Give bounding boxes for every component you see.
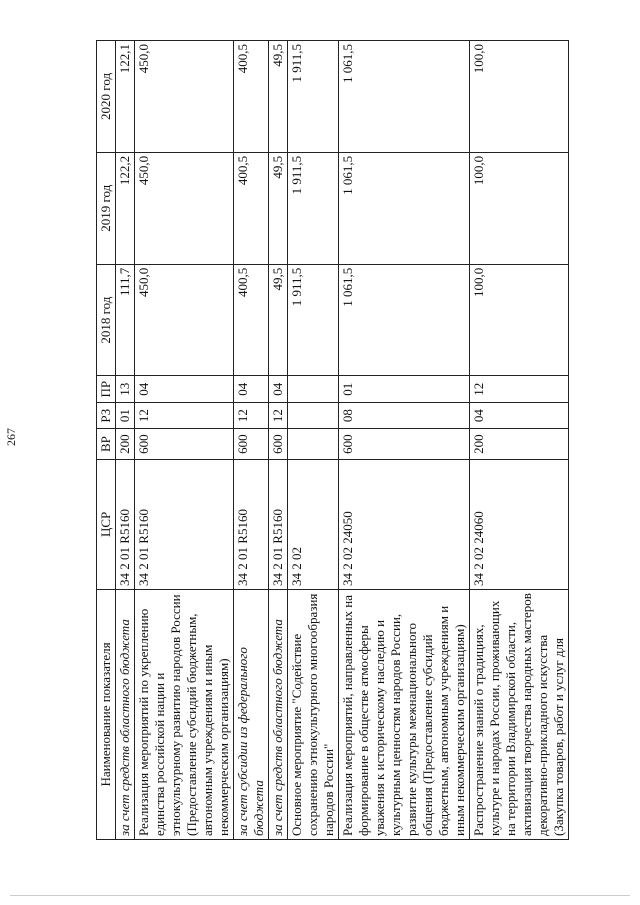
table-row: [135, 41, 234, 840]
row-2019: 49,5: [269, 152, 288, 264]
budget-table-rotated: [96, 40, 616, 840]
row-pr: 01: [339, 376, 470, 402]
page-number: 267: [4, 428, 18, 446]
row-2019: 122,2: [116, 152, 135, 264]
row-name: за счет субсидии из федерального бюджета: [234, 589, 269, 839]
header-name: Наименование показателя: [97, 589, 116, 839]
table-row: [116, 41, 135, 840]
row-rz: 01: [116, 402, 135, 428]
row-name: Основное мероприятие "Содействие сохранению этнокультурного многообразия народов России": [288, 589, 339, 839]
row-2018: 400,5: [234, 264, 269, 376]
row-vr: 600: [135, 429, 234, 459]
table-row: [288, 41, 339, 840]
row-2020: 450,0: [135, 41, 234, 153]
row-vr: 600: [234, 429, 269, 459]
budget-table: [96, 40, 569, 840]
row-vr: [288, 429, 339, 459]
row-2019: 450,0: [135, 152, 234, 264]
row-vr: 200: [470, 429, 569, 459]
row-2019: 100,0: [470, 152, 569, 264]
row-2018: 1 061,5: [339, 264, 470, 376]
row-2020: 1 911,5: [288, 41, 339, 153]
row-2020: 122,1: [116, 41, 135, 153]
row-name: Распространение знаний о традициях, культуре и народах России, проживающих на территории Владимирской области, активизация творчества народных мастеров декоративно-прикладного искусства (Закупка товаров, работ и услуг для: [470, 589, 569, 839]
row-rz: 12: [269, 402, 288, 428]
row-pr: 04: [234, 376, 269, 402]
row-csr: 34 2 01 R5160: [135, 459, 234, 589]
row-csr: 34 2 02: [288, 459, 339, 589]
row-csr: 34 2 01 R5160: [116, 459, 135, 589]
row-name: за счет средств областного бюджета: [116, 589, 135, 839]
header-2018: 2018 год: [97, 264, 116, 376]
row-2020: 1 061,5: [339, 41, 470, 153]
row-vr: 200: [116, 429, 135, 459]
row-2018: 450,0: [135, 264, 234, 376]
row-2018: 111,7: [116, 264, 135, 376]
header-2020: 2020 год: [97, 41, 116, 153]
table-header-row: [97, 41, 116, 840]
row-rz: 12: [234, 402, 269, 428]
row-2019: 400,5: [234, 152, 269, 264]
header-2019: 2019 год: [97, 152, 116, 264]
row-2020: 100,0: [470, 41, 569, 153]
row-rz: 12: [135, 402, 234, 428]
row-pr: 13: [116, 376, 135, 402]
row-2018: 49,5: [269, 264, 288, 376]
row-2018: 1 911,5: [288, 264, 339, 376]
row-vr: 600: [339, 429, 470, 459]
row-pr: 04: [135, 376, 234, 402]
row-csr: 34 2 02 24050: [339, 459, 470, 589]
row-rz: 08: [339, 402, 470, 428]
table-row: [470, 41, 569, 840]
row-csr: 34 2 01 R5160: [234, 459, 269, 589]
row-2019: 1 061,5: [339, 152, 470, 264]
header-rz: РЗ: [97, 402, 116, 428]
row-name: Реализация мероприятий, направленных на формирование в обществе атмосферы уважения к историческому наследию и культурным ценностям народов России, развитие культуры межнационального общения (Предоставление субсидий бюджетным, автономным учреждениям и иным некоммерческим организациям): [339, 589, 470, 839]
row-csr: 34 2 02 24060: [470, 459, 569, 589]
row-name: Реализация мероприятий по укреплению единства российской нации и этнокультурному развитию народов России (Предоставление субсидий бюджетным, автономным учреждениям и иным некоммерческим организациям): [135, 589, 234, 839]
page-edge-divider: [10, 895, 630, 896]
table-row: [339, 41, 470, 840]
header-vr: ВР: [97, 429, 116, 459]
table-row: [269, 41, 288, 840]
row-pr: [288, 376, 339, 402]
row-2020: 400,5: [234, 41, 269, 153]
row-2019: 1 911,5: [288, 152, 339, 264]
row-vr: 600: [269, 429, 288, 459]
row-rz: 04: [470, 402, 569, 428]
row-pr: 04: [269, 376, 288, 402]
header-csr: ЦСР: [97, 459, 116, 589]
row-csr: 34 2 01 R5160: [269, 459, 288, 589]
row-2020: 49,5: [269, 41, 288, 153]
header-pr: ПР: [97, 376, 116, 402]
row-rz: [288, 402, 339, 428]
row-name: за счет средств областного бюджета: [269, 589, 288, 839]
row-2018: 100,0: [470, 264, 569, 376]
row-pr: 12: [470, 376, 569, 402]
table-row: [234, 41, 269, 840]
